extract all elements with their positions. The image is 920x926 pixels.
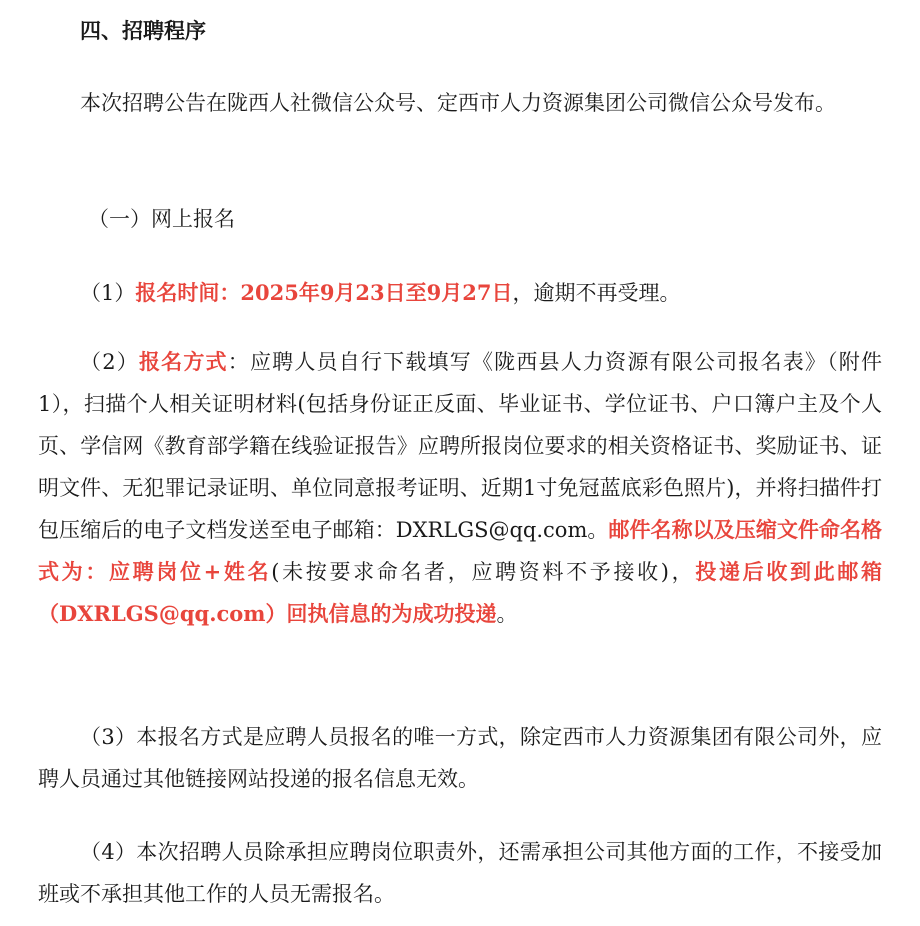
item-4-paragraph: （4）本次招聘人员除承担应聘岗位职责外，还需承担公司其他方面的工作，不接受加班或不承担其他工作的人员无需报名。 bbox=[38, 840, 882, 906]
item-2-paragraph bbox=[38, 341, 882, 635]
item-1-rest: ，逾期不再受理。 bbox=[512, 281, 681, 305]
item-1-number: （1） bbox=[80, 281, 136, 305]
item-2-label: 报名方式 bbox=[138, 349, 228, 374]
item-1-label: 报名时间： bbox=[135, 280, 241, 305]
item-1-date: 2025年9月23日至9月27日 bbox=[240, 280, 513, 305]
item-2-body: 应聘人员自行下载填写《陇西县人力资源有限公司报名表》（附件1），扫描个人相关证明材料(包括身份证正反面、毕业证书、学位证书、户口簿户主及个人页、学信网《教育部学籍在线验证报告》应聘所报岗位要求的相关资格证书、奖励证书、证明文件、无犯罪记录证明、单位同意报考证明、近期1寸免冠蓝底彩色照片)，并将扫描件打包压缩后的电子文档发送至电子邮箱：DXRLGS@qq.com。 bbox=[38, 350, 883, 542]
item-2-number: （2） bbox=[80, 350, 139, 374]
item-2-naming-note: (未按要求命名者，应聘资料不予接收)， bbox=[271, 560, 696, 584]
item-2-end: 。 bbox=[496, 602, 518, 626]
item-3-paragraph: （3）本报名方式是应聘人员报名的唯一方式，除定西市人力资源集团有限公司外，应聘人员通过其他链接网站投递的报名信息无效。 bbox=[38, 725, 882, 791]
intro-paragraph: 本次招聘公告在陇西人社微信公众号、定西市人力资源集团公司微信公众号发布。 bbox=[80, 91, 836, 115]
item-2-colon: ： bbox=[227, 350, 250, 374]
item-2-receipt-note: 投递后收到此邮箱（DXRLGS@qq.com）回执信息的为成功投递 bbox=[38, 559, 882, 626]
section-heading: 四、招聘程序 bbox=[80, 19, 206, 43]
item-1-paragraph bbox=[38, 272, 882, 314]
subsection-heading-online: （一）网上报名 bbox=[88, 207, 235, 231]
item-2-naming-format: 邮件名称以及压缩文件命名格式为：应聘岗位+姓名 bbox=[38, 517, 882, 584]
